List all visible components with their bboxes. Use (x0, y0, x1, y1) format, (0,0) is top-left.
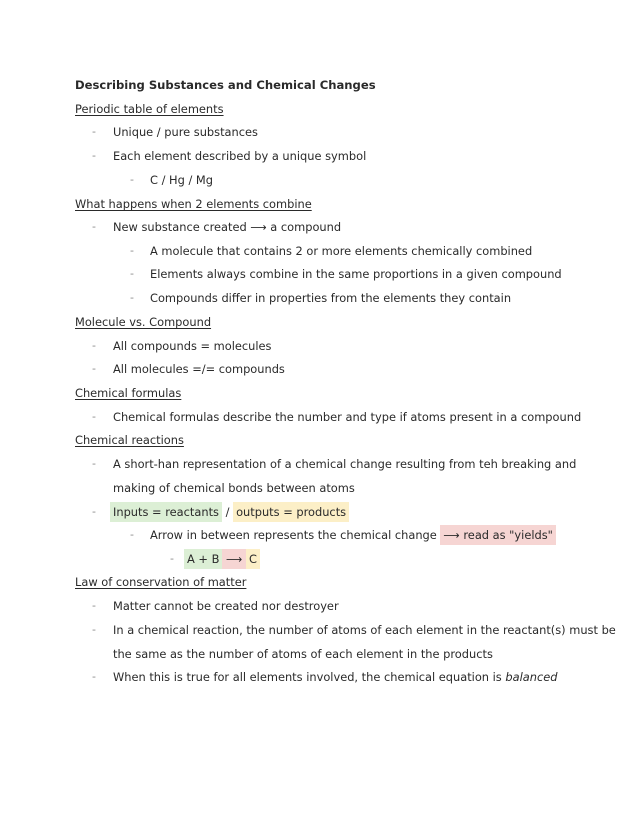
list-item: All compounds = molecules (113, 339, 272, 353)
section-heading-conservation: Law of conservation of matter (75, 575, 247, 589)
bullet-dash: - (130, 528, 134, 541)
bullet-dash: - (130, 173, 134, 186)
list-item: In a chemical reaction, the number of atoms of each element in the reactant(s) must be (113, 623, 616, 637)
list-item-equation (184, 548, 260, 570)
list-item: A molecule that contains 2 or more elements chemically combined (150, 244, 533, 258)
list-item: Compounds differ in properties from the elements they contain (150, 291, 512, 305)
bullet-dash: - (130, 267, 134, 280)
bullet-dash: - (170, 552, 174, 565)
section-heading-chemical-reactions: Chemical reactions (75, 433, 184, 447)
list-item: A short-han representation of a chemical change resulting from teh breaking and (113, 457, 577, 471)
list-item (113, 669, 557, 685)
section-heading-elements-combine: What happens when 2 elements combine (75, 197, 312, 211)
list-item-continued: the same as the number of atoms of each element in the products (113, 647, 493, 661)
list-item-continued: making of chemical bonds between atoms (113, 481, 355, 495)
arrow-text: Arrow in between represents the chemical change (150, 528, 441, 542)
list-item-inputs-outputs (110, 501, 349, 523)
list-item: New substance created ⟶ a compound (113, 220, 342, 234)
bullet-dash: - (92, 505, 96, 518)
list-item-arrow (150, 524, 556, 546)
highlight-equation-product: C (246, 549, 260, 569)
bullet-dash: - (92, 149, 96, 162)
document-title: Describing Substances and Chemical Changes (75, 78, 376, 92)
balanced-sentence: When this is true for all elements involved, the chemical equation is (113, 670, 506, 684)
section-heading-chemical-formulas: Chemical formulas (75, 386, 182, 400)
bullet-dash: - (130, 244, 134, 257)
list-item: Each element described by a unique symbol (113, 149, 367, 163)
highlight-equation-arrow: ⟶ (222, 549, 246, 569)
section-heading-periodic-table: Periodic table of elements (75, 102, 224, 116)
list-item: Elements always combine in the same proportions in a given compound (150, 267, 562, 281)
highlight-yields: ⟶ read as "yields" (440, 525, 555, 545)
separator-text: / (221, 505, 234, 519)
bullet-dash: - (130, 291, 134, 304)
list-item: All molecules =/= compounds (113, 362, 285, 376)
list-item: Unique / pure substances (113, 125, 258, 139)
highlight-equation-reactants: A + B (184, 549, 222, 569)
highlight-reactants: Inputs = reactants (110, 502, 222, 522)
bullet-dash: - (92, 362, 96, 375)
bullet-dash: - (92, 220, 96, 233)
list-item: C / Hg / Mg (150, 173, 213, 187)
list-item: Matter cannot be created nor destroyer (113, 599, 339, 613)
bullet-dash: - (92, 670, 96, 683)
bullet-dash: - (92, 623, 96, 636)
bullet-dash: - (92, 410, 96, 423)
bullet-dash: - (92, 125, 96, 138)
section-heading-molecule-vs-compound: Molecule vs. Compound (75, 315, 212, 329)
bullet-dash: - (92, 339, 96, 352)
bullet-dash: - (92, 599, 96, 612)
bullet-dash: - (92, 457, 96, 470)
highlight-products: outputs = products (233, 502, 349, 522)
list-item: Chemical formulas describe the number and type if atoms present in a compound (113, 410, 582, 424)
balanced-word: balanced (505, 670, 558, 684)
